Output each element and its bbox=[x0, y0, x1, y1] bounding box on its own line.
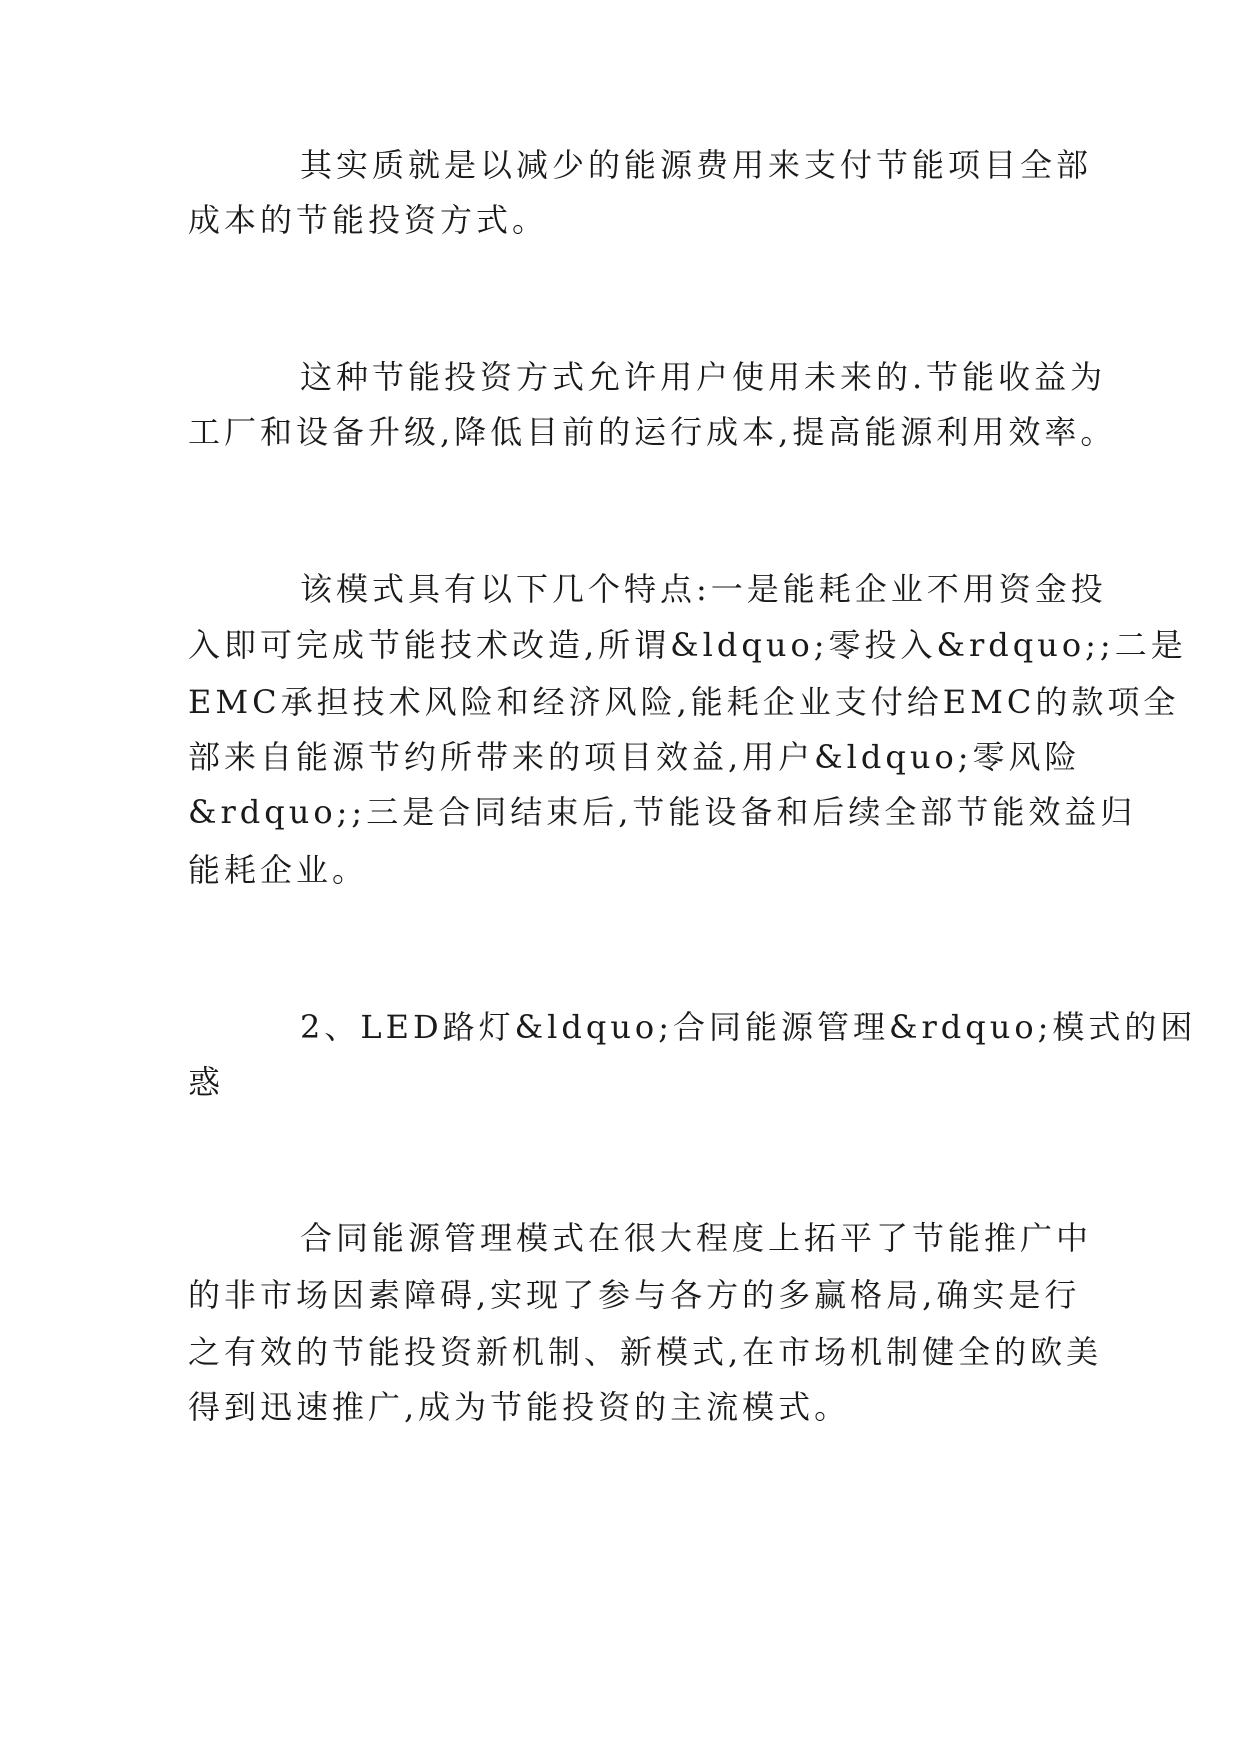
paragraph-line: 的非市场因素障碍,实现了参与各方的多赢格局,确实是行 bbox=[188, 1276, 1081, 1314]
paragraph-line: 惑 bbox=[188, 1063, 225, 1101]
paragraph-line: &rdquo;;三是合同结束后,节能设备和后续全部节能效益归 bbox=[188, 793, 1137, 831]
paragraph-line: 这种节能投资方式允许用户使用未来的.节能收益为 bbox=[300, 358, 1107, 396]
paragraph-line: 部来自能源节约所带来的项目效益,用户&ldquo;零风险 bbox=[188, 738, 1081, 776]
paragraph-line: 合同能源管理模式在很大程度上拓平了节能推广中 bbox=[300, 1219, 1093, 1257]
paragraph-line: 能耗企业。 bbox=[188, 851, 369, 889]
paragraph-line: 该模式具有以下几个特点:一是能耗企业不用资金投 bbox=[300, 570, 1107, 608]
paragraph-line: 其实质就是以减少的能源费用来支付节能项目全部 bbox=[300, 146, 1093, 184]
paragraph-line: 工厂和设备升级,降低目前的运行成本,提高能源利用效率。 bbox=[188, 413, 1117, 451]
paragraph-line: EMC承担技术风险和经济风险,能耗企业支付给EMC的款项全 bbox=[188, 683, 1180, 721]
paragraph-line: 入即可完成节能技术改造,所谓&ldquo;零投入&rdquo;;二是 bbox=[188, 626, 1187, 664]
paragraph-line: 得到迅速推广,成为节能投资的主流模式。 bbox=[188, 1388, 851, 1426]
paragraph-line: 成本的节能投资方式。 bbox=[188, 201, 549, 239]
paragraph-line: 之有效的节能投资新机制、新模式,在市场机制健全的欧美 bbox=[188, 1333, 1103, 1371]
paragraph-line: 2、LED路灯&ldquo;合同能源管理&rdquo;模式的困 bbox=[300, 1008, 1197, 1046]
